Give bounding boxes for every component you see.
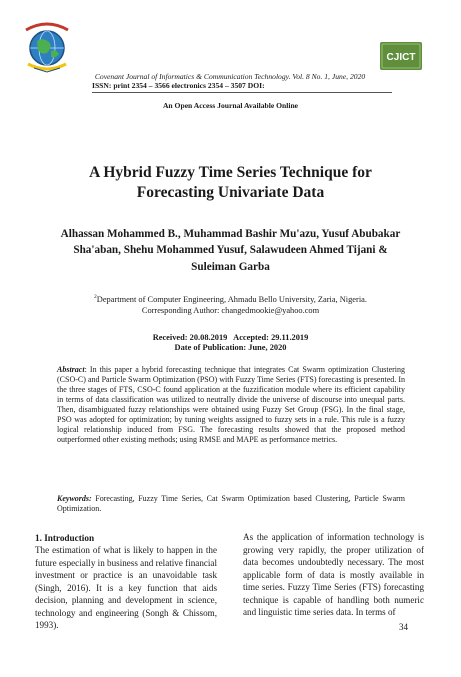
title-line-1: A Hybrid Fuzzy Time Series Technique for: [89, 164, 372, 181]
author-list: [26, 226, 435, 275]
affiliation-text: Department of Computer Engineering, Ahmadu Bello University, Zaria, Nigeria.: [96, 294, 367, 304]
issn-line: ISSN: print 2354 – 3566 electronics 2354 – 3507 DOI:: [92, 81, 265, 90]
authors-line-1: Alhassan Mohammed B., Muhammad Bashir Mu'azu, Yusuf Abubakar: [60, 228, 401, 240]
paper-title: [40, 163, 421, 203]
affiliation: [20, 292, 441, 305]
header-divider: [92, 92, 392, 93]
abstract-text: : In this paper a hybrid forecasting technique that integrates Cat Swarm optimization Clustering (CSO-C) and Particle Swarm Optimization (PSO) with Fuzzy Time Series (FTS) forecasting is presented. In the three stages of FTS, CSO-C found application at the fuzzification module where its efficient capability in terms of data classification was utilized to neutrally divide the universe of discourse into unequal parts. Then, disambiguated fuzzy relationships were obtained using Fuzzy Set Group (FSG). In the final stage, PSO was adopted for optimization; by tuning weights assigned to fuzzy sets in a rule. This rule is a fuzzy logical relationship induced from FSG. The forecasting results showed that the proposed method outperformed other existing methods; using RMSE and MAPE as performance metrics.: [57, 365, 405, 445]
journal-logo: [20, 20, 74, 76]
authors-line-2: Sha'aban, Shehu Mohammed Yusuf, Salawudeen Ahmed Tijani &: [73, 244, 388, 257]
affiliation-mark: 2: [94, 294, 97, 300]
publication-dates: [20, 333, 441, 354]
cjict-logo-text: CJICT: [386, 52, 416, 63]
abstract: [57, 365, 405, 445]
authors-line-3: Suleiman Garba: [191, 260, 270, 273]
body-column-left: The estimation of what is likely to happen in the future especially in business and relative financial investment or practice is an unavoidable task (Singh, 2016). It is a key function that aids decision, planning and development in science, technology and engineering (Songh & Chissom, 1993).: [35, 545, 217, 630]
journal-citation-line: Covenant Journal of Informatics & Communication Technology. Vol. 8 No. 1, June, 2020: [94, 72, 366, 81]
page-number: 34: [399, 622, 408, 632]
body-column-right: As the application of information technology is growing very rapidly, the proper utilization of data becomes undoubtedly necessary. The most applicable form of data is mostly available in time series. Fuzzy Time Series (FTS) forecasting technique is capable of handling both numeric and linguistic time series data. In terms of: [243, 532, 424, 617]
corresponding-author: Corresponding Author: changedmookie@yahoo.com: [141, 306, 320, 315]
section-heading-introduction: 1. Introduction: [35, 533, 95, 543]
abstract-label: Abstract: [57, 365, 85, 374]
keywords-text: Forecasting, Fuzzy Time Series, Cat Swarm Optimization based Clustering, Particle Swarm Optimization.: [57, 494, 405, 514]
publication-date: Date of Publication: June, 2020: [174, 343, 287, 353]
received-accepted-dates: Received: 20.08.2019 Accepted: 29.11.2019: [152, 333, 309, 342]
keywords-label: Keywords:: [57, 494, 92, 503]
title-line-2: Forecasting Univariate Data: [136, 184, 325, 201]
open-access-banner: An Open Access Journal Available Online: [162, 101, 299, 110]
keywords: [57, 494, 405, 514]
cjict-logo: [380, 42, 422, 70]
